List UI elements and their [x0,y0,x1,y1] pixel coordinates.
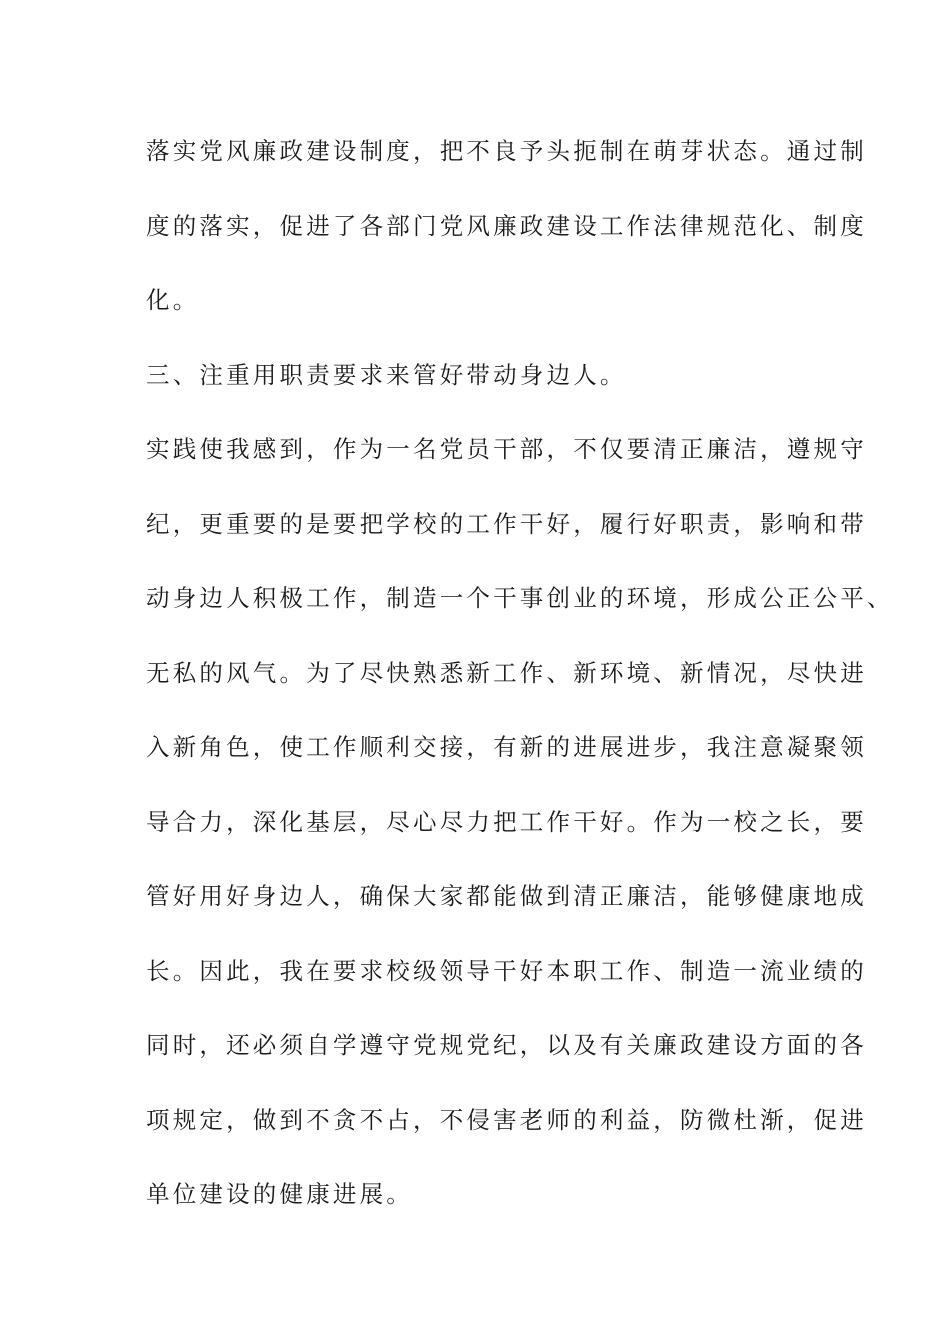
paragraph-line: 动身边人积极工作，制造一个干事创业的环境，形成公正公平、 [146,584,894,612]
paragraph-line: 落实党风廉政建设制度，把不良予头扼制在萌芽状态。通过制 [146,137,867,165]
paragraph-line: 入新角色，使工作顺利交接，有新的进展进步，我注意凝聚领 [146,733,867,761]
paragraph-line: 导合力，深化基层，尽心尽力把工作干好。作为一校之长，要 [146,808,867,836]
paragraph-line: 长。因此，我在要求校级领导干好本职工作、制造一流业绩的 [146,957,867,985]
paragraph-line: 管好用好身边人，确保大家都能做到清正廉洁，能够健康地成 [146,882,867,910]
paragraph-line: 项规定，做到不贪不占，不侵害老师的利益，防微杜渐，促进 [146,1106,867,1134]
paragraph-line: 度的落实，促进了各部门党风廉政建设工作法律规范化、制度 [146,212,867,240]
section-heading: 三、注重用职责要求来管好带动身边人。 [146,361,627,389]
paragraph-line: 化。 [146,286,200,314]
paragraph-line: 实践使我感到，作为一名党员干部，不仅要清正廉洁，遵规守 [146,435,867,463]
paragraph-line: 无私的风气。为了尽快熟悉新工作、新环境、新情况，尽快进 [146,659,867,687]
paragraph-line: 单位建设的健康进展。 [146,1180,413,1208]
paragraph-line: 纪，更重要的是要把学校的工作干好，履行好职责，影响和带 [146,510,867,538]
paragraph-line: 同时，还必须自学遵守党规党纪，以及有关廉政建设方面的各 [146,1031,867,1059]
